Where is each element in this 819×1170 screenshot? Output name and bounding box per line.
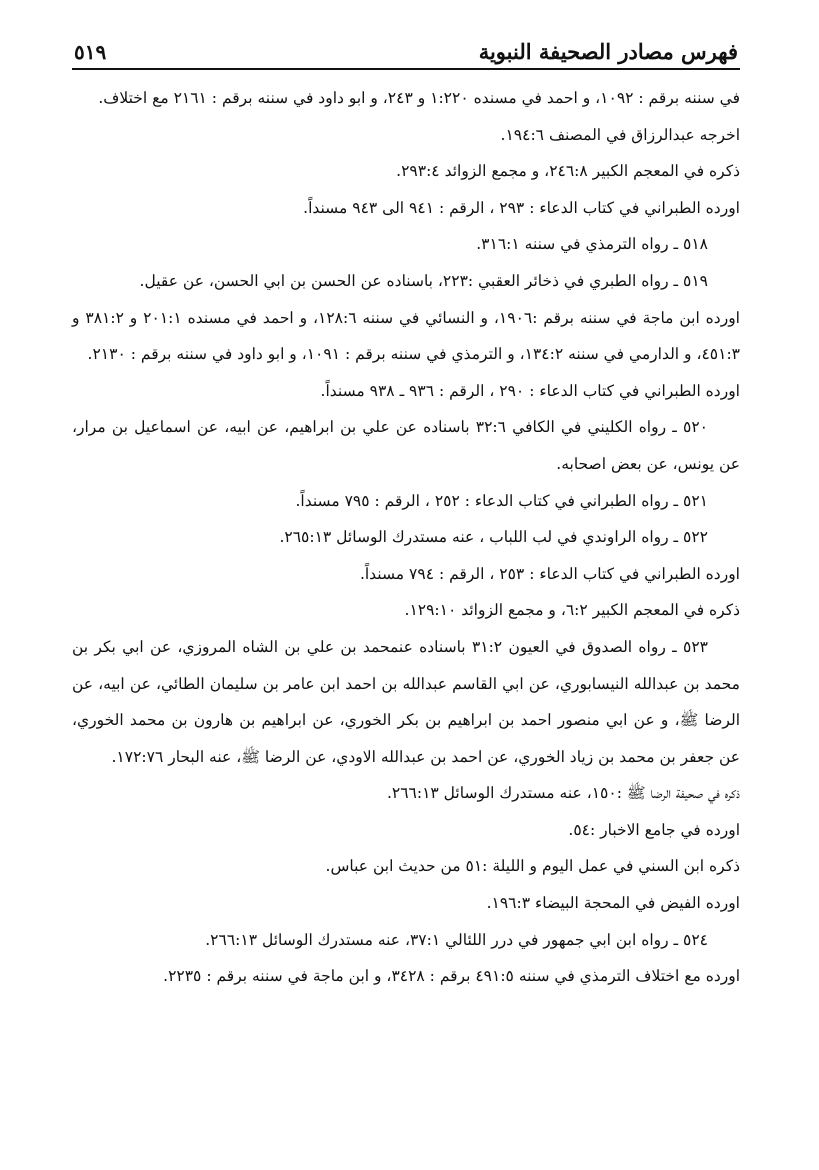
page-header bbox=[72, 22, 740, 70]
paragraph: اورده الطبراني في كتاب الدعاء : ٢٩٠ ، الرقم : ٩٣٦ ـ ٩٣٨ مسنداً. bbox=[320, 381, 740, 400]
paragraph: ٥٢٣ ـ رواه الصدوق في العيون ٣١:٢ باسناده عنمحمد بن علي بن الشاه المروزي، عن ابي بكر بن محمد بن عبدالله النيسابوري، عن ابي القاسم عبدالله بن احمد ابن عامر بن سليمان الطائي، عن ابيه، عن الرضا ﷺ، و عن ابي منصور احمد بن ابراهيم بن بكر الخوري، عن ابراهيم بن هارون بن محمد الخوري، عن جعفر بن محمد بن زياد الخوري، عن احمد بن عبدالله الاودي، عن الرضا ﷺ، عنه البحار ١٧٢:٧٦. bbox=[72, 637, 740, 766]
paragraph: ذكره في المعجم الكبير ٦:٢، و مجمع الزوائد ١٢٩:١٠. bbox=[404, 601, 740, 620]
paragraph: ذكره في المعجم الكبير ٢٤٦:٨، و مجمع الزوائد ٢٩٣:٤. bbox=[396, 162, 740, 181]
paragraph: اورده مع اختلاف الترمذي في سننه ٤٩١:٥ برقم : ٣٤٢٨، و ابن ماجة في سننه برقم : ٢٢٣٥. bbox=[163, 967, 740, 986]
paragraph: ٥٢٢ ـ رواه الراوندي في لب اللباب ، عنه مستدرك الوسائل ٢٦٥:١٣. bbox=[279, 528, 708, 547]
paragraph: ٥٢١ ـ رواه الطبراني في كتاب الدعاء : ٢٥٢ ، الرقم : ٧٩٥ مسنداً. bbox=[295, 491, 708, 510]
running-title: فهرس مصادر الصحيفة النبوية bbox=[478, 39, 738, 64]
paragraph: ٥١٩ ـ رواه الطبري في ذخائر العقبي :٢٢٣، باسناده عن الحسن بن ابي الحسن، عن عقيل. bbox=[139, 271, 708, 290]
paragraph: ٥١٨ ـ رواه الترمذي في سننه ٣١٦:١. bbox=[476, 235, 708, 254]
paragraph: اورده في جامع الاخبار :٥٤. bbox=[568, 820, 740, 839]
paragraph: ذكره في صحيفة الرضا ﷺ :١٥٠، عنه مستدرك الوسائل ٢٦٦:١٣. bbox=[386, 784, 740, 803]
document-page bbox=[72, 22, 740, 995]
paragraph: اورده ابن ماجة في سننه برقم :١٩٠٦، و النسائي في سننه ١٢٨:٦، و احمد في مسنده ٢٠١:١ و ٣٨١:٢ و ٤٥١:٣، و الدارمي في سننه ١٣٤:٢، و الترمذي في سننه برقم : ١٠٩١، و ابو داود في سننه برقم : ٢١٣٠. bbox=[72, 308, 740, 364]
paragraph: اخرجه عبدالرزاق في المصنف ١٩٤:٦. bbox=[500, 125, 740, 144]
paragraph: اورده الطبراني في كتاب الدعاء : ٢٥٣ ، الرقم : ٧٩٤ مسنداً. bbox=[359, 564, 740, 583]
paragraph: ذكره ابن السني في عمل اليوم و الليلة :٥١ من حديث ابن عباس. bbox=[325, 857, 740, 876]
paragraph: في سننه برقم : ١٠٩٢، و احمد في مسنده ١:٢٢٠ و ٢٤٣، و ابو داود في سننه برقم : ٢١٦١ مع اختلاف. bbox=[98, 89, 740, 107]
page-number: ٥١٩ bbox=[74, 40, 107, 64]
paragraph: ٥٢٠ ـ رواه الكليني في الكافي ٣٢:٦ باسناده عن علي بن ابراهيم، عن ابيه، عن اسماعيل بن مرار، عن يونس، عن بعض اصحابه. bbox=[72, 418, 740, 473]
document-body bbox=[72, 80, 740, 995]
paragraph: ٥٢٤ ـ رواه ابن ابي جمهور في درر اللئالي ٣٧:١، عنه مستدرك الوسائل ٢٦٦:١٣. bbox=[205, 930, 708, 949]
paragraph: اورده الفيض في المحجة البيضاء ١٩٦:٣. bbox=[486, 894, 740, 913]
paragraph: اورده الطبراني في كتاب الدعاء : ٢٩٣ ، الرقم : ٩٤١ الى ٩٤٣ مسنداً. bbox=[303, 198, 740, 217]
